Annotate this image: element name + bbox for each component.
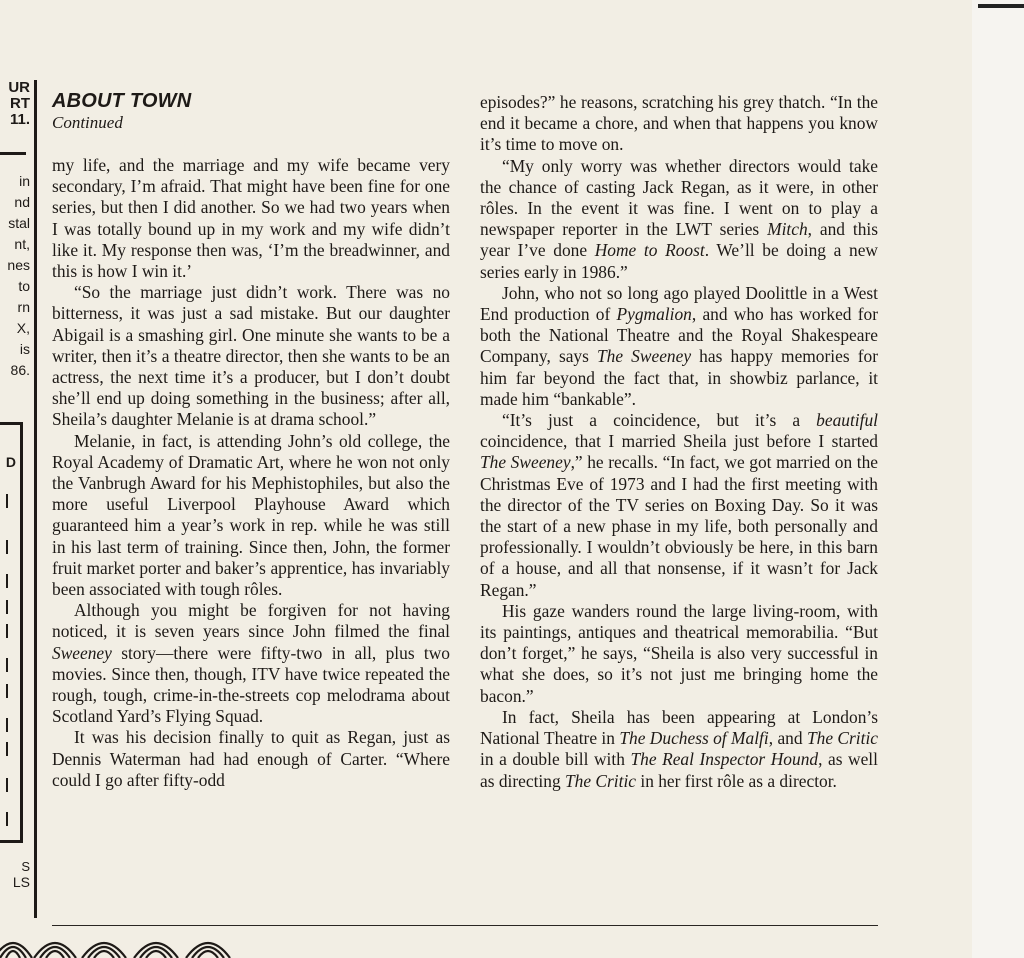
left-fragment-line: X, — [16, 320, 30, 336]
decorative-wave-border — [0, 932, 240, 958]
article-paragraph: Melanie, in fact, is attending John’s old college, the Royal Academy of Dramatic Art, where he won not only the Vanbrugh Award for his Mephistophiles, but also the more useful Liverpool Playhouse Award which guaranteed him a year’s work in rep. while he was still in his last term of training. Since then, John, the former fruit market porter and baker’s apprentice, has invariably been associated with tough rôles. — [52, 430, 450, 600]
left-fragment-line: is — [19, 341, 30, 357]
left-fragment-line: nes — [7, 257, 30, 273]
article-paragraph: “My only worry was whether directors would take the chance of casting Jack Regan, as it were, in other rôles. In the event it was fine. I went on to play a newspaper reporter in the LWT series Mitch, and this year I’ve done Home to Roost. We’ll be doing a new series early in 1986.” — [480, 155, 879, 282]
checkbox-mark — [6, 684, 8, 698]
checkbox-mark — [6, 574, 8, 588]
left-fragment-line: to — [18, 278, 30, 294]
left-fragment-line: 86. — [10, 362, 30, 378]
left-fragment-bottom: S — [21, 859, 30, 874]
page-edge — [972, 0, 1024, 958]
sidebar-box-label: D — [5, 454, 16, 470]
article-paragraph: In fact, Sheila has been appearing at London’s National Theatre in The Duchess of Malfi, and The Critic in a double bill with The Real Inspector Hound, as well as directing The Critic in her first rôle as a director. — [480, 706, 879, 791]
footer-rule — [52, 925, 878, 926]
article-subhead: Continued — [52, 113, 123, 132]
left-fragment-line: in — [19, 173, 30, 189]
left-fragment-heading-1: UR — [8, 79, 30, 96]
left-fragment-line: nd — [14, 194, 30, 210]
checkbox-mark — [6, 494, 8, 508]
article-headline: ABOUT TOWN — [52, 90, 192, 112]
left-fragment-heading-3: 11. — [9, 111, 30, 128]
left-fragment-line: rn — [17, 299, 30, 315]
checkbox-mark — [6, 658, 8, 672]
column-divider — [34, 80, 37, 918]
next-page-rule — [978, 4, 1024, 8]
left-fragment-line: nt, — [14, 236, 30, 252]
checkbox-mark — [6, 540, 8, 554]
left-fragment-heading-2: RT — [10, 95, 30, 112]
article-paragraph: John, who not so long ago played Doolittle in a West End production of Pygmalion, and who has worked for both the National Theatre and the Royal Shakespeare Company, says The Sweeney has happy memories for him far beyond the fact that, in showbiz parlance, it made him “bankable”. — [480, 282, 878, 409]
article-paragraph: “It’s just a coincidence, but it’s a beautiful coincidence, that I married Sheila just before I started The Sweeney,” he recalls. “In fact, we got married on the Christmas Eve of 1973 and I had the first meeting with the director of the TV series on Boxing Day. So it was the start of a new phase in my life, both personally and professionally. I wouldn’t obviously be here, in this barn of a house, and all that nonsense, if it wasn’t for Jack Regan.” — [480, 410, 878, 600]
sidebar-box-bottom — [0, 840, 23, 843]
article-column-2 — [480, 92, 878, 792]
checkbox-mark — [6, 624, 8, 638]
checkbox-mark — [6, 600, 8, 614]
article-paragraph: Although you might be forgiven for not having noticed, it is seven years since John filmed the final Sweeney story—there were fifty-two in all, plus two movies. Since then, though, ITV have twice repeated the rough, tough, crime-in-the-streets cop melodrama about Scotland Yard’s Flying Squad. — [52, 600, 450, 727]
article-paragraph: my life, and the marriage and my wife became very secondary, I’m afraid. That might have been fine for one series, but then I did another. So we had two years when I was totally bound up in my work and my wife didn’t like it. My response then was, ‘I’m the breadwinner, and this is how I win it.’ — [52, 155, 450, 282]
checkbox-mark — [6, 718, 8, 732]
checkbox-mark — [6, 742, 8, 756]
article-column-1 — [52, 155, 450, 791]
checkbox-mark — [6, 812, 8, 826]
checkbox-mark — [6, 778, 8, 792]
left-fragment-bottom: LS — [12, 874, 30, 890]
article-paragraph: episodes?” he reasons, scratching his grey thatch. “In the end it became a chore, and when that happens you know it’s time to move on. — [480, 92, 878, 155]
left-fragment-rule — [0, 152, 26, 155]
article-paragraph: His gaze wanders round the large living-room, with its paintings, antiques and theatrical memorabilia. “But don’t forget,” he says, “Sheila is also very successful in what she does, so it’s not just me bringing home the bacon.” — [480, 600, 878, 706]
sidebar-box-edge — [20, 422, 23, 842]
article-paragraph: It was his decision finally to quit as Regan, just as Dennis Waterman had had enough of Carter. “Where could I go after fifty-odd — [52, 727, 450, 790]
article-paragraph: “So the marriage just didn’t work. There was no bitterness, it was just a sad mistake. But our daughter Abigail is a smashing girl. One minute she wants to be a writer, then it’s a theatre director, then she wants to be an actress, the next time it’s a producer, but I don’t doubt she’ll end up doing something in the business; after all, Sheila’s daughter Melanie is at drama school.” — [52, 282, 450, 430]
left-fragment-line: stal — [8, 215, 30, 231]
